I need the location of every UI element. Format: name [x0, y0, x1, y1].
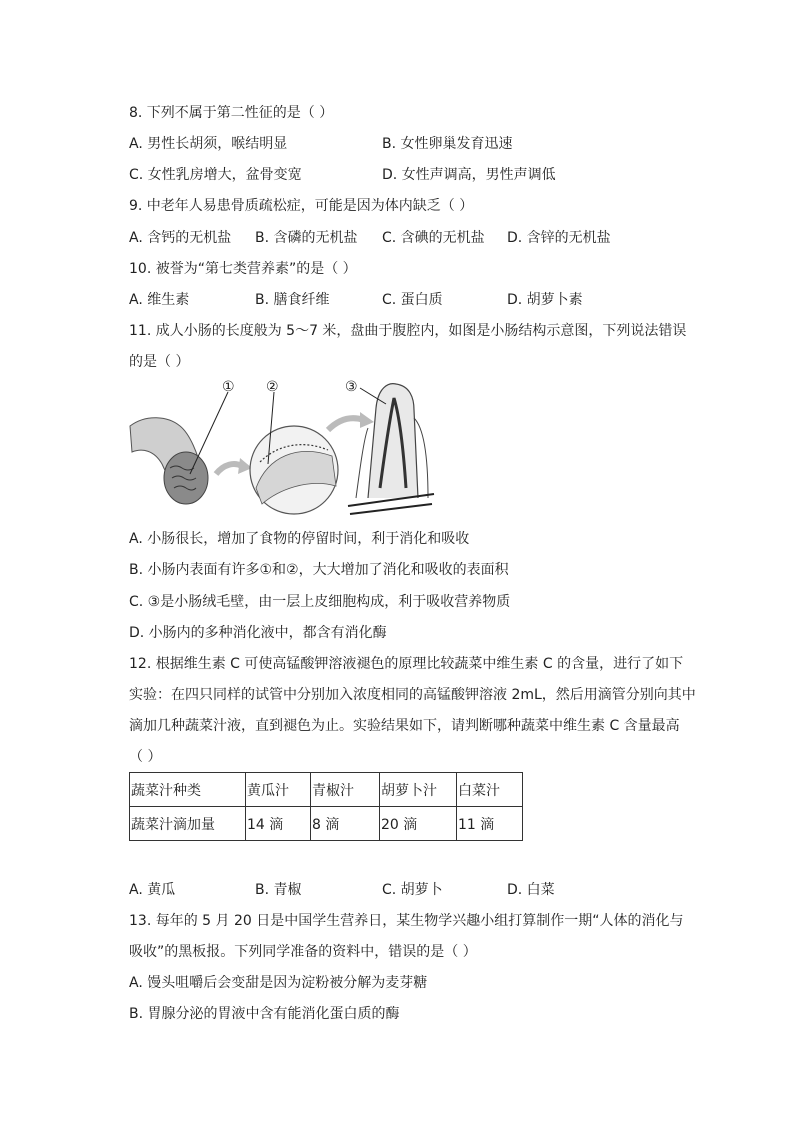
table-cell: 胡萝卜汁: [380, 773, 457, 807]
intestine-opening: [164, 452, 208, 504]
table-cell: 白菜汁: [457, 773, 523, 807]
figure-label-3: ③: [345, 379, 358, 395]
q10-option-a: A. 维生素: [129, 292, 190, 308]
figure-label-1: ①: [222, 379, 235, 395]
q11-stem-line2: 的是（ ）: [129, 354, 190, 370]
table-cell: 20 滴: [380, 807, 457, 841]
table-cell: 14 滴: [246, 807, 311, 841]
table-cell: 青椒汁: [311, 773, 380, 807]
q12-option-c: C. 胡萝卜: [382, 882, 443, 898]
table-cell: 8 滴: [311, 807, 380, 841]
q11-stem-line1: 11. 成人小肠的长度般为 5～7 米，盘曲于腹腔内，如图是小肠结构示意图，下列说法错误: [129, 323, 687, 339]
q13-stem-line1: 13. 每年的 5 月 20 日是中国学生营养日，某生物学兴趣小组打算制作一期“人体的消化与: [129, 913, 684, 929]
q12-stem-line3: 滴加几种蔬菜汁液，直到褪色为止。实验结果如下，请判断哪种蔬菜中维生素 C 含量最高: [129, 718, 680, 734]
q13-option-b: B. 胃腺分泌的胃液中含有能消化蛋白质的酶: [129, 1006, 400, 1022]
table-row: [130, 807, 523, 841]
small-intestine-figure: [128, 378, 438, 523]
q12-option-a: A. 黄瓜: [129, 882, 176, 898]
q9-option-c: C. 含碘的无机盐: [382, 230, 485, 246]
q8-option-a: A. 男性长胡须，喉结明显: [129, 136, 288, 152]
table-cell: 蔬菜汁种类: [130, 773, 246, 807]
q10-option-c: C. 蛋白质: [382, 292, 443, 308]
q10-option-d: D. 胡萝卜素: [507, 292, 583, 308]
table-row: [130, 773, 523, 807]
q9-option-d: D. 含锌的无机盐: [507, 230, 611, 246]
q11-option-c: C. ③是小肠绒毛壁，由一层上皮细胞构成，利于吸收营养物质: [129, 594, 511, 610]
table-cell: 11 滴: [457, 807, 523, 841]
q9-option-b: B. 含磷的无机盐: [255, 230, 358, 246]
q8-option-c: C. 女性乳房增大，盆骨变宽: [129, 167, 302, 183]
q13-stem-line2: 吸收”的黑板报。下列同学准备的资料中，错误的是（ ）: [129, 944, 477, 960]
q8-option-b: B. 女性卵巢发育迅速: [382, 136, 513, 152]
table-cell: 黄瓜汁: [246, 773, 311, 807]
vegetable-juice-table: [129, 772, 523, 841]
q9-stem: 9. 中老年人易患骨质疏松症，可能是因为体内缺乏（ ）: [129, 198, 474, 214]
small-intestine-diagram: [128, 378, 438, 523]
q11-option-a: A. 小肠很长，增加了食物的停留时间，利于消化和吸收: [129, 531, 470, 547]
q11-option-d: D. 小肠内的多种消化液中，都含有消化酶: [129, 625, 387, 641]
q8-option-d: D. 女性声调高，男性声调低: [382, 167, 556, 183]
arrow-icon: [360, 412, 374, 428]
q10-stem: 10. 被誉为“第七类营养素”的是（ ）: [129, 261, 357, 277]
q12-stem-line1: 12. 根据维生素 C 可使高锰酸钾溶液褪色的原理比较蔬菜中维生素 C 的含量，进行了如下: [129, 656, 684, 672]
q10-option-b: B. 膳食纤维: [255, 292, 330, 308]
figure-label-2: ②: [266, 379, 279, 395]
table-cell: 蔬菜汁滴加量: [130, 807, 246, 841]
q12-stem-line4: （ ）: [129, 749, 162, 765]
q13-option-a: A. 馒头咀嚼后会变甜是因为淀粉被分解为麦芽糖: [129, 975, 428, 991]
q11-option-b: B. 小肠内表面有许多①和②，大大增加了消化和吸收的表面积: [129, 562, 509, 578]
q8-stem: 8. 下列不属于第二性征的是（ ）: [129, 105, 334, 121]
q9-option-a: A. 含钙的无机盐: [129, 230, 232, 246]
q12-option-b: B. 青椒: [255, 882, 302, 898]
q12-option-d: D. 白菜: [507, 882, 555, 898]
q12-stem-line2: 实验：在四只同样的试管中分别加入浓度相同的高锰酸钾溶液 2mL，然后用滴管分别向其中: [129, 687, 696, 703]
